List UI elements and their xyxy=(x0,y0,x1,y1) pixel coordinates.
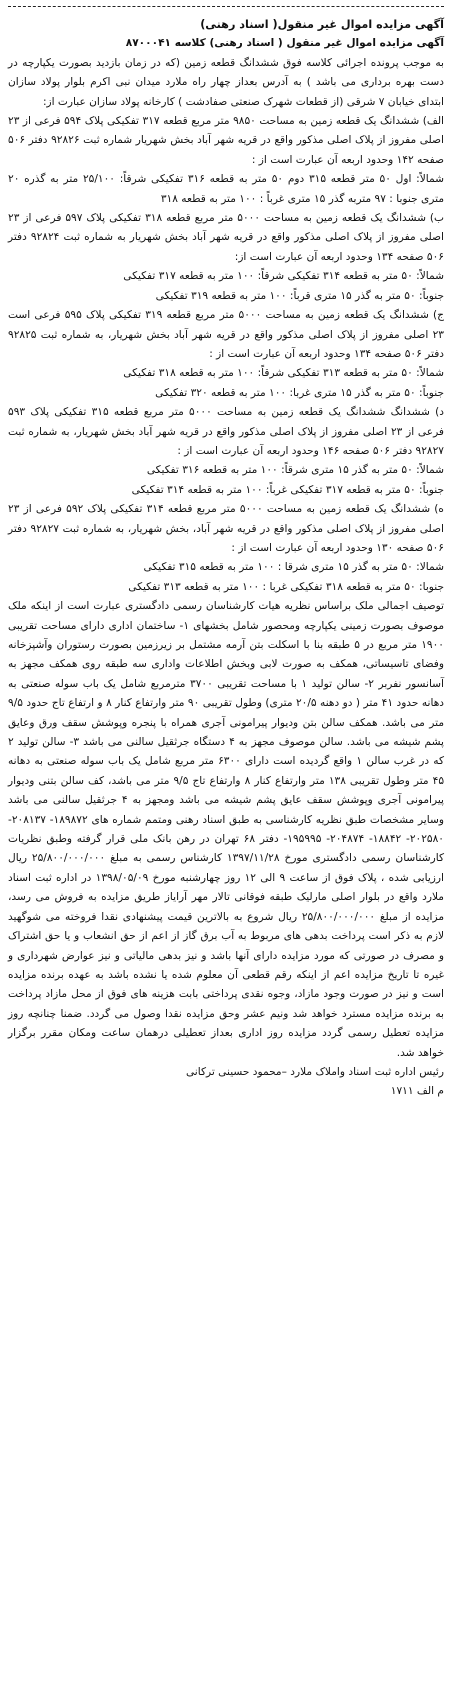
parcel-b: ب) ششدانگ یک قطعه زمین به مساحت ۵۰۰۰ متر مربع قطعه ۳۱۸ تفکیکی پلاک ۵۹۷ فرعی از ۲۳ اصلی مفروز از پلاک اصلی مذکور واقع در قریه شهر آباد بخش شهریار به شماره ثبت ۹۲۸۲۴ دفتر ۵۰۶ صفحه ۱۳۴ وحدود اربعه آن عبارت است از: xyxy=(8,212,445,263)
notice-title: آگهی مزایده اموال غیر منقول( اسناد رهنی) xyxy=(200,18,444,31)
parcel-c-boundaries-2: جنوباً: ۵۰ متر به گذر ۱۵ متری غربا: ۱۰۰ متر به قطعه ۳۲۰ تفکیکی xyxy=(155,386,444,399)
parcel-b-boundaries-1: شمالاً: ۵۰ متر به قطعه ۳۱۴ تفکیکی شرقاً: ۱۰۰ متر به قطعه ۳۱۷ تفکیکی xyxy=(123,270,444,283)
top-divider xyxy=(8,6,444,7)
property-description: توصیف اجمالی ملک براساس نظریه هیات کارشناسان رسمی دادگستری عبارت است از اینکه ملک موصوف بصورت زمینی یکپارچه ومحصور شامل بخشهای ۱- ساختمان اداری دارای مساحت تقریبی ۱۹۰۰ متر مربع در ۵ طبقه بنا با اسکلت بتن آرمه مشتمل بر زیرزمین بصورت رستوران وآشپزخانه وفضای تاسیساتی، همکف به صورت لابی وبخش اطلاعات واداری سه طبقه روی همکف مجهز به آسانسور نفربر ۲- سالن تولید ۱ با مساحت تقریبی ۳۷۰۰ مترمربع شامل یک باب سوله صنعتی به دهانه حدود ۴۱ متر ( دو دهنه ۲۰/۵ متری) وطول تقریبی ۹۰ متر وارتفاع کنار ۸ و ارتفاع تاج حدود ۹/۵ متر می باشد. همکف سالن بتن ودیوار پیرامونی آجری همراه با پنجره وپوشش سقف ورق وعایق پشم شیشه می باشد. سالن موصوف مجهز به ۴ دستگاه جرثقیل سالنی می باشد ۳- سالن تولید ۲ که در غرب سالن ۱ واقع گردیده است دارای ۶۳۰۰ متر مربع شامل یک باب سوله صنعتی به دهانه ۴۵ متر وطول تقریبی ۱۳۸ متر وارتفاع کنار ۸ وارتفاع تاج ۹/۵ متر می باشد، کف سالن بتنی ودیوار پیرامونی آجری وپوشش سقف عایق پشم شیشه می باشد ومجهز به ۴ جرثقیل سالنی می باشد وسایر مشخصات طبق نظریه کارشناسی به طبق اسناد رهنی ومتمم شماره های ۱۸۹۸۷۲- ۲۰۸۱۳۷- ۲۰۲۵۸۰- ۱۸۸۴۲- ۲۰۴۸۷۴- ۱۹۵۹۹۵- دفتر ۶۸ تهران در رهن بانک ملی قرار گرفته وطبق نظریات کارشناسان رسمی دادگستری مورخ ۱۳۹۷/۱۱/۲۸ کارشناس رسمی به مبلغ ۲۵/۸۰۰/۰۰۰/۰۰۰ ریال ارزیابی شده ، پلاک فوق از ساعت ۹ الی ۱۲ روز چهارشنبه مورخ ۱۳۹۸/۰۵/۰۹ در اداره ثبت اسناد ملارد واقع در بلوار اصلی مارلیک طبقه فوقانی تالار مهر آرایاز طریق مزایده به فروش می رسد، مزایده از مبلغ ۲۵/۸۰۰/۰۰۰/۰۰۰ ریال شروع به بالاترین قیمت پیشنهادی نقدا فروخته می شوگهید لازم به ذکر است پرداخت بدهی های مربوط به آب برق گاز از اعم از حق انشعاب و یا حق اشتراک و مصرف در صورتی که مورد مزایده دارای آنها باشد و نیز بدهی مالیاتی و نیز عوارض شهرداری و غیره تا تاریخ مزایده اعم از اینکه رقم قطعی آن معلوم شده یا نشده باشد به عهده برنده مزایده است و نیز در صورت وجود مازاد، وجوه نقدی پرداختی بابت هزینه های فوق از محل مازاد پرداخت به برنده مزایده مسترد خواهد شد ونیم عشر وحق مزایده نقدا وصول می گردد. ضمنا چنانچه روز مزایده تعطیل رسمی گردد مزایده روز اداری بعداز تعطیلی درهمان ساعت ومکان مقرر برگزار خواهد شد. xyxy=(8,600,445,1059)
auction-notice xyxy=(8,15,444,1102)
reference-number: م الف ۱۷۱۱ xyxy=(390,1085,444,1098)
parcel-c: ج) ششدانگ یک قطعه زمین به مساحت ۵۰۰۰ متر مربع قطعه ۳۱۹ تفکیکی پلاک ۵۹۵ فرعی است ۲۳ اصلی مفروز از پلاک اصلی مذکور واقع در قریه شهر آباد بخش شهریار، به شماره ثبت ۹۲۸۲۵ دفتر ۵۰۶ صفحه ۱۳۴ وحدود اربعه آن عبارت است از : xyxy=(8,309,445,360)
parcel-d-boundaries-1: شمالاً: ۵۰ متر به گذر ۱۵ متری شرقاً: ۱۰۰ متر به قطعه ۳۱۶ تفکیکی xyxy=(146,464,444,477)
parcel-b-boundaries-2: جنوباً: ۵۰ متر به گذر ۱۵ متری قرباً: ۱۰۰ متر به قطعه ۳۱۹ تفکیکی xyxy=(155,289,444,302)
parcel-d: د) ششدانگ ششدانگ یک قطعه زمین به مساحت ۵۰۰۰ متر مربع قطعه ۳۱۵ تفکیکی پلاک ۵۹۳ فرعی از ۲۳ اصلی مفروز از پلاک اصلی مذکور واقع در قریه شهر آباد بخش شهریار، به شماره ثبت ۹۲۸۲۷ دفتر ۵۰۶ صفحه ۱۴۶ وحدود اربعه آن عبارت است از : xyxy=(8,406,445,457)
parcel-e-boundaries-1: شمالا: ۵۰ متر به گذر ۱۵ متری شرقا : ۱۰۰ متر به قطعه ۳۱۵ تفکیکی xyxy=(143,561,444,574)
notice-case-line: آگهی مزایده اموال غیر منقول ( اسناد رهنی) کلاسه ۸۷۰۰۰۴۱ xyxy=(125,37,444,50)
parcel-c-boundaries-1: شمالاً: ۵۰ متر به قطعه ۳۱۳ تفکیکی شرقاً: ۱۰۰ متر به قطعه ۳۱۸ تفکیکی xyxy=(123,367,444,380)
parcel-d-boundaries-2: جنوباً: ۵۰ متر به قطعه ۳۱۷ تفکیکی غرباً: ۱۰۰ متر به قطعه ۳۱۴ تفکیکی xyxy=(131,483,444,496)
parcel-a: الف) ششدانگ یک قطعه زمین به مساحت ۹۸۵۰ متر مربع قطعه ۳۱۷ تفکیکی پلاک ۵۹۴ فرعی از ۲۳ اصلی مفروز از پلاک اصلی مذکور واقع در قریه شهر آباد بخش شهریار شماره ثبت ۹۲۸۲۶ دفتر ۵۰۶ صفحه ۱۴۲ وحدود اربعه آن عبارت است از : xyxy=(8,115,444,166)
notice-intro: به موجب پرونده اجرائی کلاسه فوق ششدانگ قطعه زمین (که در زمان بازدید بصورت یکپارچه در دست بهره برداری می باشد ) به آدرس بعداز چهار راه ملارد میدان نبی اکرم بلوار پولاد سازان ابتدای خیابان ۷ شرقی (از قطعات شهرک صنعتی صفادشت ) کارخانه پولاد سازان عبارت از: xyxy=(8,56,444,108)
parcel-a-boundaries: شمالاً: اول ۵۰ متر قطعه ۳۱۵ دوم ۵۰ متر به قطعه ۳۱۶ تفکیکی شرقاً: ۲۵/۱۰۰ متر به گذره ۲۰ متری جنوبا : ۹۷ متربه گذر ۱۵ متری غرباً : ۱۰۰ متر به قطعه ۳۱۸ xyxy=(8,173,444,205)
signature-line: رئیس اداره ثبت اسناد واملاک ملارد –محمود حسینی ترکانی xyxy=(185,1065,444,1078)
parcel-e-boundaries-2: جنوبا: ۵۰ متر به قطعه ۳۱۸ تفکیکی غربا : ۱۰۰ متر به قطعه ۳۱۳ تفکیکی xyxy=(128,580,444,593)
parcel-e: ه) ششدانگ یک قطعه زمین به مساحت ۵۰۰۰ متر مربع قطعه ۳۱۴ تفکیکی پلاک ۵۹۲ فرعی از ۲۳ اصلی مفروز از پلاک اصلی مذکور واقع در قریه شهر آباد، بخش شهریار، به شماره ثبت ۹۲۸۲۷ دفتر ۵۰۶ صفحه ۱۳۰ وحدود اربعه آن عبارت است از : xyxy=(8,503,444,554)
